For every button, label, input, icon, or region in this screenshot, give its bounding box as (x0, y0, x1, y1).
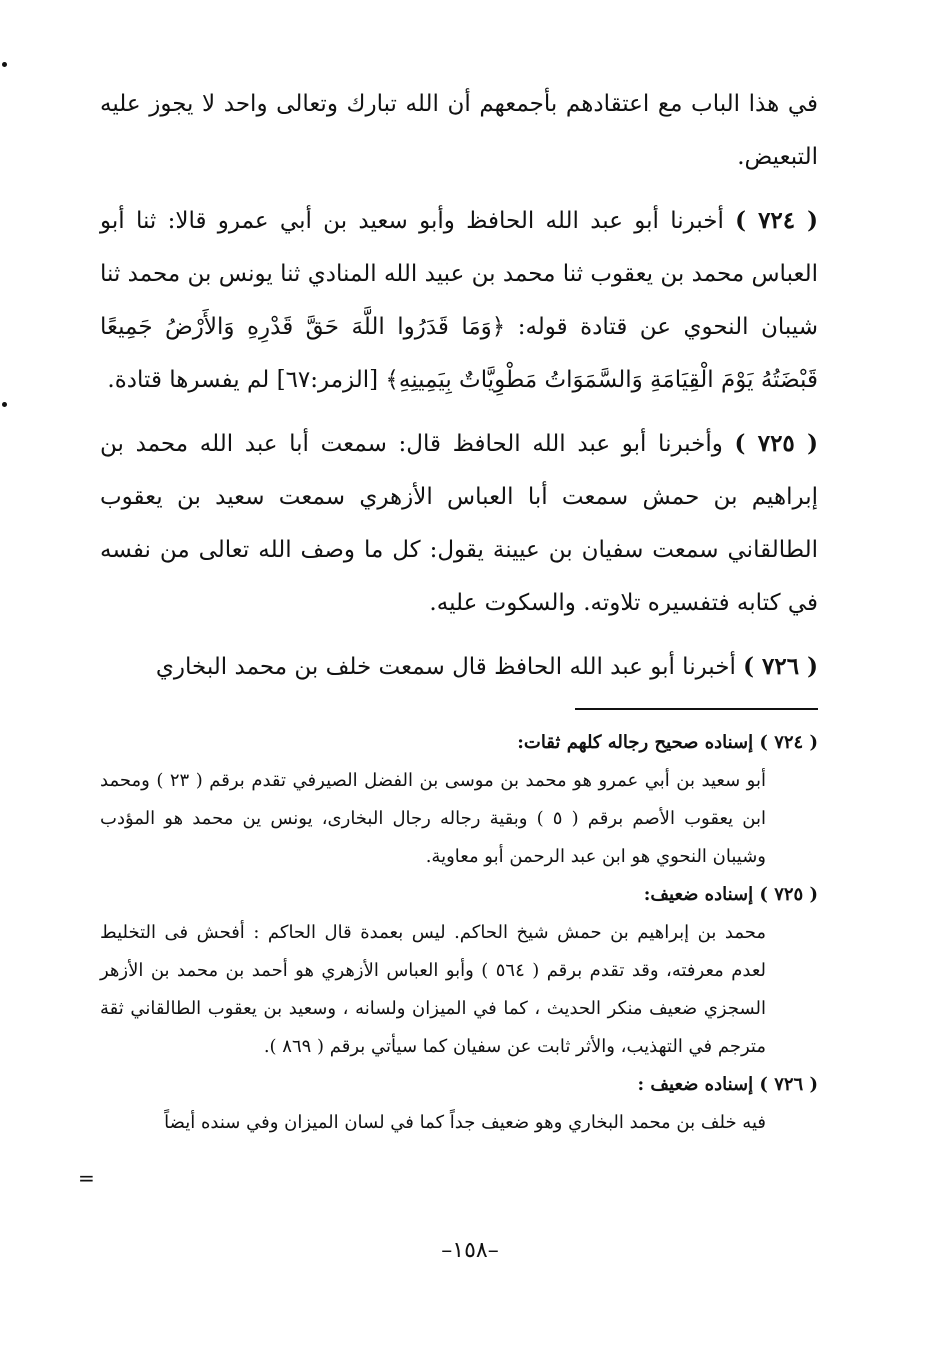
margin-mark (2, 402, 7, 407)
hadith-number: ( ٧٢٤ ) (735, 207, 819, 234)
margin-mark (2, 62, 7, 67)
footnote-separator (575, 708, 818, 710)
hadith-726 (100, 640, 818, 694)
hadith-725 (100, 417, 818, 630)
hadith-724 (100, 194, 818, 407)
hadith-number: ( ٧٢٥ ) (734, 430, 819, 457)
footnote-heading: ( ٧٢٦ ) إسناده ضعيف : (637, 1074, 818, 1095)
footnote-heading: ( ٧٢٥ ) إسناده ضعيف: (643, 884, 818, 905)
verse-reference: [الزمر:٦٧] لم يفسرها قتادة. (107, 367, 379, 393)
main-text (100, 78, 818, 704)
paragraph-continuation (100, 78, 818, 184)
continuation-mark: = (78, 1166, 95, 1190)
footnotes (100, 724, 818, 1142)
page-number: –١٥٨– (441, 1238, 499, 1263)
hadith-number: ( ٧٢٦ ) (743, 653, 818, 680)
hadith-text: أخبرنا أبو عبد الله الحافظ قال سمعت خلف بن محمد البخاري (155, 654, 736, 680)
paragraph-text: في هذا الباب مع اعتقادهم بأجمعهم أن الله تبارك وتعالى واحد لا يجوز عليه التبعيض. (100, 91, 818, 170)
footnote-body: فيه خلف بن محمد البخاري وهو ضعيف جداً كما في لسان الميزان وفي سنده أيضاً (164, 1112, 766, 1133)
hadith-text: أخبرنا أبو عبد الله الحافظ وأبو سعيد بن أبي عمرو قالا: ثنا أبو العباس محمد بن يعقوب ثنا محمد بن عبيد الله المنادي ثنا يونس بن محمد ثنا شيبان النحوي عن قتادة قوله: (100, 208, 818, 340)
hadith-text: وأخبرنا أبو عبد الله الحافظ قال: سمعت أبا عبد الله محمد بن إبراهيم بن حمش سمعت أبا العباس الأزهري سمعت سعيد بن يعقوب الطالقاني سمعت سفيان بن عيينة يقول: كل ما وصف الله تعالى من نفسه في كتابه فتفسيره تلاوته. والسكوت عليه. (100, 431, 818, 616)
footnote-body: أبو سعيد بن أبي عمرو هو محمد بن موسى بن الفضل الصيرفي تقدم برقم ( ٢٣ ) ومحمد ابن يعقوب الأصم برقم ( ٥ ) وبقية رجاله رجال البخارى، يونس ين محمد هو المؤدب وشيبان النحوي هو ابن عبد الرحمن أبو معاوية. (100, 770, 766, 867)
quran-verse: ﴿وَمَا قَدَرُوا اللَّهَ حَقَّ قَدْرِهِ وَالأَرْضُ جَمِيعًا قَبْضَتُهُ يَوْمَ الْقِيَامَةِ وَالسَّمَوَاتُ مَطْوِيَّاتٌ بِيَمِينِهِ﴾ (100, 314, 818, 393)
footnote-body: محمد بن إبراهيم بن حمش شيخ الحاكم. ليس بعمدة قال الحاكم : أفحش فى التخليط لعدم معرفته، وقد تقدم برقم ( ٥٦٤ ) وأبو العباس الأزهري هو أحمد بن محمد بن الأزهر السجزي ضعيف منكر الحديث ، كما في الميزان ولسانه ، وسعيد بن يعقوب الطالقاني ثقة مترجم في التهذيب، والأثر ثابت عن سفيان كما سيأتي برقم ( ٨٦٩ ). (100, 922, 766, 1057)
footnote-heading: ( ٧٢٤ ) إسناده صحيح رجاله كلهم ثقات: (517, 732, 818, 753)
